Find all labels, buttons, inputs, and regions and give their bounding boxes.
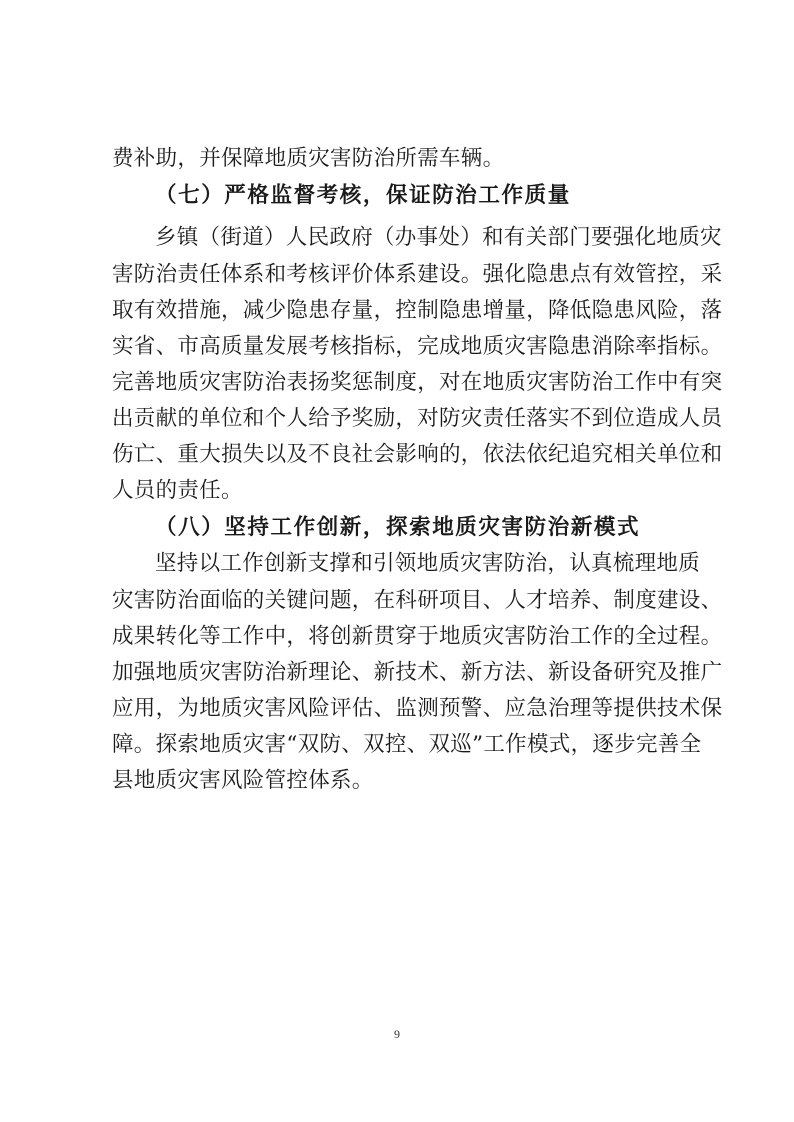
body-line: 完善地质灾害防治表扬奖惩制度，对在地质灾害防治工作中有突 — [112, 370, 723, 395]
body-line: 加强地质灾害防治新理论、新技术、新方法、新设备研究及推广 — [112, 660, 723, 685]
body-line: 人员的责任。 — [112, 478, 243, 503]
body-line: 县地质灾害风险管控体系。 — [112, 768, 374, 793]
body-line: 费补助，并保障地质灾害防治所需车辆。 — [112, 146, 505, 171]
body-line: 应用，为地质灾害风险评估、监测预警、应急治理等提供技术保 — [112, 696, 723, 721]
page-number: 9 — [394, 1027, 400, 1041]
section-heading-7: （七）严格监督考核，保证防治工作质量 — [155, 183, 571, 208]
body-line: 出贡献的单位和个人给予奖励，对防灾责任落实不到位造成人员 — [112, 406, 723, 431]
body-line: 障。探索地质灾害“双防、双控、双巡”工作模式，逐步完善全 — [112, 732, 702, 757]
body-line: 害防治责任体系和考核评价体系建设。强化隐患点有效管控，采 — [112, 262, 723, 287]
body-line: 取有效措施，减少隐患存量，控制隐患增量，降低隐患风险，落 — [112, 298, 723, 323]
body-line: 实省、市高质量发展考核指标，完成地质灾害隐患消除率指标。 — [112, 334, 723, 359]
section-heading-8: （八）坚持工作创新，探索地质灾害防治新模式 — [155, 515, 641, 540]
paragraph-line-first: 乡镇（街道）人民政府（办事处）和有关部门要强化地质灾 — [155, 225, 722, 250]
paragraph-line-first: 坚持以工作创新支撑和引领地质灾害防治，认真梳理地质 — [155, 551, 701, 576]
body-line: 灾害防治面临的关键问题，在科研项目、人才培养、制度建设、 — [112, 588, 723, 613]
body-line: 成果转化等工作中，将创新贯穿于地质灾害防治工作的全过程。 — [112, 624, 723, 649]
body-line: 伤亡、重大损失以及不良社会影响的，依法依纪追究相关单位和 — [112, 442, 723, 467]
